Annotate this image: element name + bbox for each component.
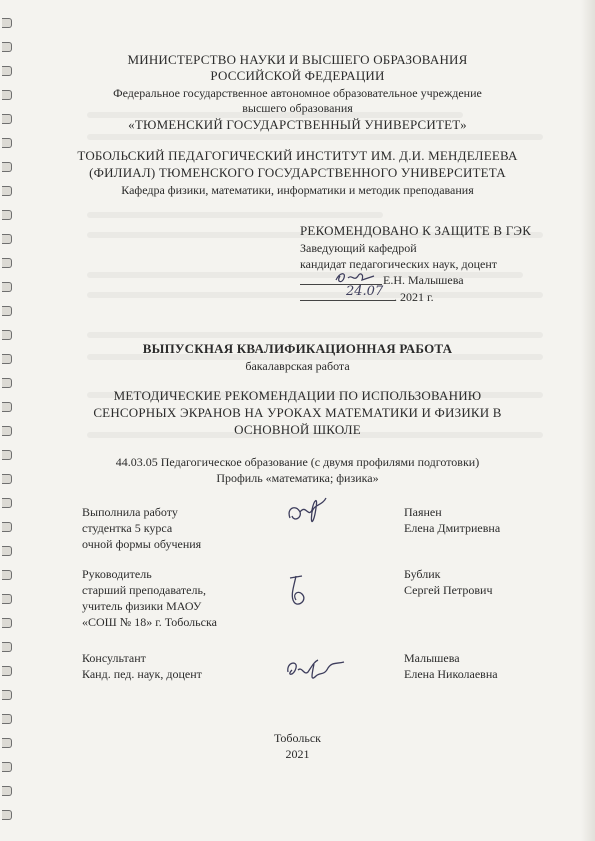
binder-hole [2,42,12,52]
ministry-line-1: МИНИСТЕРСТВО НАУКИ И ВЫСШЕГО ОБРАЗОВАНИЯ [127,52,468,67]
work-title-line-3: ОСНОВНОЙ ШКОЛЕ [234,422,361,437]
supervisor-surname: Бублик [404,567,441,581]
binder-hole [2,714,12,724]
binder-hole [2,642,12,652]
student-role-line-3: очной формы обучения [82,537,202,551]
work-title-line-2: СЕНСОРНЫХ ЭКРАНОВ НА УРОКАХ МАТЕМАТИКИ И ФИЗИКИ В [93,405,502,420]
binder-hole [2,306,12,316]
approval-year: . 2021 г. [394,290,434,304]
consultant-role-line-2: Канд. пед. наук, доцент [82,667,202,681]
supervisor-role-line-3: учитель физики МАОУ [82,599,202,613]
consultant-surname: Малышева [404,651,460,665]
consultant-name: Елена Николаевна [404,667,498,681]
program-profile: Профиль «математика; физика» [216,471,379,485]
supervisor-role-line-4: «СОШ № 18» г. Тобольска [82,615,217,629]
institute-line-1: ТОБОЛЬСКИЙ ПЕДАГОГИЧЕСКИЙ ИНСТИТУТ ИМ. Д.И. МЕНДЕЛЕЕВА [77,148,518,163]
department-name: Кафедра физики, математики, информатики и методик преподавания [121,183,474,197]
binder-hole [2,522,12,532]
approval-title: РЕКОМЕНДОВАНО К ЗАЩИТЕ В ГЭК [300,223,532,238]
footer-city: Тобольск [274,731,321,745]
approval-date-handwritten: 24.07 [346,284,384,299]
binder-hole [2,330,12,340]
binder-hole [2,570,12,580]
binder-hole [2,546,12,556]
binder-hole [2,138,12,148]
supervisor-name: Сергей Петрович [404,583,493,597]
binder-hole [2,786,12,796]
binder-hole [2,18,12,28]
binder-hole [2,234,12,244]
supervisor-role-line-2: старший преподаватель, [82,583,206,597]
work-title-line-1: МЕТОДИЧЕСКИЕ РЕКОМЕНДАЦИИ ПО ИСПОЛЬЗОВАНИЮ [113,388,482,403]
binder-hole [2,498,12,508]
institute-line-2: (ФИЛИАЛ) ТЮМЕНСКОГО ГОСУДАРСТВЕННОГО УНИВЕРСИТЕТА [89,165,506,180]
university-name: «ТЮМЕНСКИЙ ГОСУДАРСТВЕННЫЙ УНИВЕРСИТЕТ» [128,117,467,132]
approval-degree: кандидат педагогических наук, доцент [300,257,498,271]
approval-position: Заведующий кафедрой [300,241,417,255]
binder-hole [2,690,12,700]
institution-type-line-1: Федеральное государственное автономное образовательное учреждение [113,86,482,100]
approval-head-name: Е.Н. Малышева [383,273,464,287]
consultant-signature [284,650,350,686]
binder-hole [2,762,12,772]
supervisor-signature [280,570,320,610]
institution-type-line-2: высшего образования [242,101,353,115]
program-code: 44.03.05 Педагогическое образование (с двумя профилями подготовки) [115,455,480,469]
binder-hole [2,210,12,220]
consultant-role-line-1: Консультант [82,651,146,665]
binder-hole [2,618,12,628]
binder-hole [2,282,12,292]
binder-hole [2,258,12,268]
student-surname: Паянен [404,505,442,519]
ministry-line-2: РОССИЙСКОЙ ФЕДЕРАЦИИ [210,68,385,83]
binder-hole [2,810,12,820]
binder-hole [2,594,12,604]
work-type: ВЫПУСКНАЯ КВАЛИФИКАЦИОННАЯ РАБОТА [142,341,453,356]
work-level: бакалаврская работа [245,359,350,373]
student-role-line-2: студентка 5 курса [82,521,173,535]
footer-year: 2021 [285,747,310,761]
student-signature [282,488,334,536]
student-role-line-1: Выполнила работу [82,505,178,519]
student-name: Елена Дмитриевна [404,521,501,535]
binder-hole [2,666,12,676]
binder-hole [2,378,12,388]
supervisor-role-line-1: Руководитель [82,567,152,581]
approval-date-line [300,300,395,301]
